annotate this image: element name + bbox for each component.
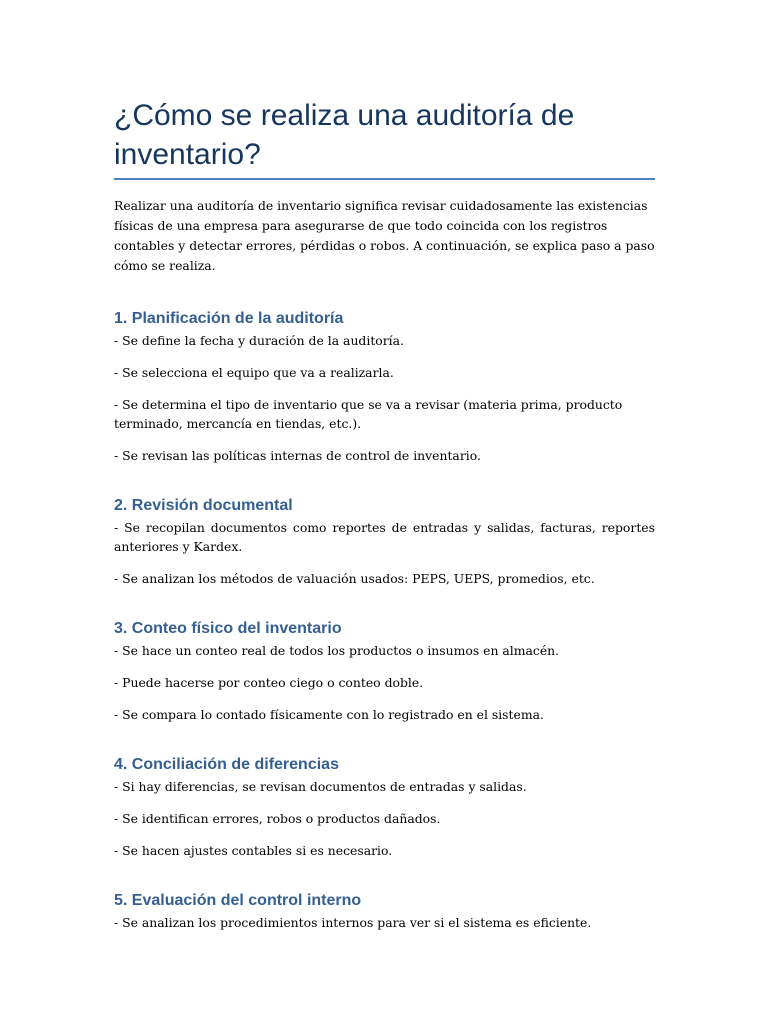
list-item: - Si hay diferencias, se revisan documentos de entradas y salidas. [114, 779, 527, 794]
intro-paragraph: Realizar una auditoría de inventario significa revisar cuidadosamente las existencias físicas de una empresa para asegurarse de que todo coincida con los registros contables y detectar errores, pérdidas o robos. A continuación, se explica paso a paso cómo se realiza. [114, 198, 655, 273]
section-conciliacion [114, 754, 655, 860]
document-page [114, 96, 655, 945]
list-item: - Se analizan los procedimientos internos para ver si el sistema es eficiente. [114, 915, 592, 930]
list-item: - Se hace un conteo real de todos los productos o insumos en almacén. [114, 643, 560, 658]
list-item: - Se identifican errores, robos o productos dañados. [114, 811, 441, 826]
list-item: - Se compara lo contado físicamente con lo registrado en el sistema. [114, 707, 544, 722]
list-item: - Se determina el tipo de inventario que se va a revisar (materia prima, producto terminado, mercancía en tiendas, etc.). [114, 397, 623, 431]
section-heading: 5. Evaluación del control interno [114, 892, 362, 909]
list-item: - Se selecciona el equipo que va a realizarla. [114, 365, 394, 380]
section-heading: 2. Revisión documental [114, 497, 293, 514]
section-heading: 1. Planificación de la auditoría [114, 310, 344, 327]
list-item: - Se analizan los métodos de valuación usados: PEPS, UEPS, promedios, etc. [114, 571, 595, 586]
section-heading: 3. Conteo físico del inventario [114, 620, 342, 637]
section-planificacion [114, 308, 655, 465]
list-item: - Se recopilan documentos como reportes de entradas y salidas, facturas, reportes anteriores y Kardex. [114, 520, 655, 554]
section-conteo-fisico [114, 618, 655, 724]
list-item: - Se define la fecha y duración de la auditoría. [114, 333, 404, 348]
section-heading: 4. Conciliación de diferencias [114, 756, 339, 773]
list-item: - Se revisan las políticas internas de control de inventario. [114, 448, 481, 463]
list-item: - Puede hacerse por conteo ciego o conteo doble. [114, 675, 424, 690]
section-control-interno [114, 890, 655, 932]
section-revision-documental [114, 495, 655, 588]
list-item: - Se hacen ajustes contables si es necesario. [114, 843, 393, 858]
document-title: ¿Cómo se realiza una auditoría de inventario? [114, 96, 655, 180]
